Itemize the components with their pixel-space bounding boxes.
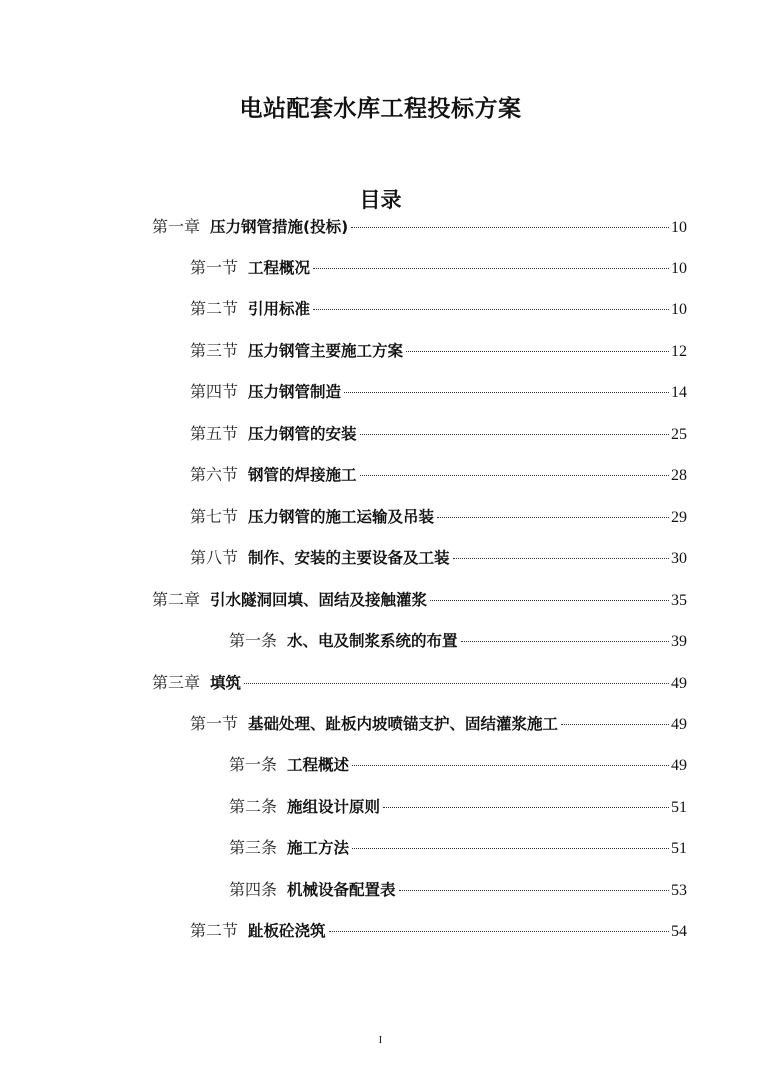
toc-leader-dots [329, 931, 669, 932]
toc-entry-ch1-section-5[interactable] [190, 420, 687, 448]
toc-leader-dots [461, 641, 669, 642]
page-number: I [378, 1034, 383, 1046]
toc-entry-ch2-article-1[interactable] [229, 627, 687, 655]
toc-entry-title: 趾板砼浇筑 [248, 922, 326, 940]
toc-entry-title: 压力钢管的安装 [248, 425, 357, 443]
toc-entry-ch1-section-1[interactable] [190, 254, 687, 282]
toc-entry-page: 53 [671, 882, 687, 899]
toc-entry-page: 25 [671, 426, 687, 443]
toc-entry-page: 35 [671, 592, 687, 609]
toc-leader-dots [360, 475, 669, 476]
toc-entry-number: 第一章 [152, 217, 201, 236]
toc-entry-page: 51 [671, 799, 687, 816]
toc-entry-number: 第一条 [229, 631, 278, 650]
toc-entry-ch1-section-2[interactable] [190, 295, 687, 323]
toc-leader-dots [352, 765, 669, 766]
toc-entry-page: 10 [671, 219, 687, 236]
toc-entry-page: 49 [671, 716, 687, 733]
toc-entry-ch3-s1-article-2[interactable] [229, 793, 687, 821]
toc-leader-dots [351, 227, 669, 228]
toc-leader-dots [244, 683, 669, 684]
toc-leader-dots [430, 600, 669, 601]
toc-entry-chapter-3[interactable] [152, 669, 687, 697]
toc-entry-ch3-section-2[interactable] [190, 917, 687, 945]
toc-entry-ch3-section-1[interactable] [190, 710, 687, 738]
toc-entry-title: 施组设计原则 [287, 798, 381, 816]
toc-leader-dots [406, 351, 669, 352]
toc-entry-ch1-section-3[interactable] [190, 337, 687, 365]
toc-leader-dots [561, 724, 669, 725]
toc-entry-title: 引用标准 [248, 300, 311, 318]
toc-entry-ch3-s1-article-1[interactable] [229, 751, 687, 779]
toc-entry-page: 14 [671, 384, 687, 401]
toc-entry-title: 钢管的焊接施工 [248, 466, 357, 484]
toc-entry-title: 施工方法 [287, 839, 350, 857]
toc-entry-number: 第三节 [190, 341, 239, 360]
toc-entry-number: 第二条 [229, 797, 278, 816]
toc-heading: 目录 [359, 188, 402, 212]
toc-entry-page: 29 [671, 509, 687, 526]
toc-entry-number: 第八节 [190, 548, 239, 567]
toc-entry-number: 第二节 [190, 299, 239, 318]
toc-entry-ch3-s1-article-4[interactable] [229, 876, 687, 904]
toc-entry-page: 10 [671, 260, 687, 277]
toc-entry-title: 水、电及制浆系统的布置 [287, 632, 458, 650]
toc-entry-number: 第四节 [190, 382, 239, 401]
toc-leader-dots [360, 434, 669, 435]
toc-entry-title: 基础处理、趾板内坡喷锚支护、固结灌浆施工 [248, 715, 559, 733]
toc-entry-number: 第一节 [190, 714, 239, 733]
toc-entry-title: 填筑 [210, 674, 242, 692]
toc-entry-number: 第三章 [152, 673, 201, 692]
toc-entry-chapter-1[interactable] [152, 213, 687, 241]
toc-entry-number: 第一节 [190, 258, 239, 277]
toc-leader-dots [453, 558, 669, 559]
toc-entry-ch3-s1-article-3[interactable] [229, 834, 687, 862]
toc-entry-ch1-section-7[interactable] [190, 503, 687, 531]
toc-entry-number: 第三条 [229, 838, 278, 857]
toc-entry-ch1-section-4[interactable] [190, 378, 687, 406]
toc-entry-title: 压力钢管的施工运输及吊装 [248, 508, 435, 526]
toc-entry-title: 工程概况 [248, 259, 311, 277]
toc-entry-title: 引水隧洞回填、固结及接触灌浆 [210, 591, 428, 609]
toc-entry-chapter-2[interactable] [152, 586, 687, 614]
toc-entry-page: 49 [671, 757, 687, 774]
toc-entry-page: 10 [671, 301, 687, 318]
toc-entry-number: 第四条 [229, 880, 278, 899]
toc-entry-page: 30 [671, 550, 687, 567]
toc-entry-number: 第一条 [229, 755, 278, 774]
toc-entry-title: 制作、安装的主要设备及工装 [248, 549, 450, 567]
toc-entry-page: 12 [671, 343, 687, 360]
toc-leader-dots [437, 517, 669, 518]
toc-entry-page: 39 [671, 633, 687, 650]
toc-leader-dots [352, 848, 669, 849]
toc-entry-page: 51 [671, 840, 687, 857]
toc-entry-number: 第七节 [190, 507, 239, 526]
toc-entry-ch1-section-6[interactable] [190, 461, 687, 489]
toc-entry-ch1-section-8[interactable] [190, 544, 687, 572]
toc-entry-page: 49 [671, 675, 687, 692]
toc-leader-dots [383, 807, 669, 808]
toc-entry-title: 压力钢管主要施工方案 [248, 342, 404, 360]
toc-leader-dots [313, 268, 669, 269]
toc-entry-number: 第二章 [152, 590, 201, 609]
toc-entry-number: 第六节 [190, 465, 239, 484]
toc-leader-dots [344, 392, 669, 393]
toc-entry-title: 工程概述 [287, 756, 350, 774]
toc-entry-number: 第五节 [190, 424, 239, 443]
toc-entry-page: 28 [671, 467, 687, 484]
toc-leader-dots [399, 890, 669, 891]
toc-entry-title: 压力钢管制造 [248, 383, 342, 401]
toc-entry-title: 压力钢管措施(投标) [210, 218, 349, 236]
toc-entry-number: 第二节 [190, 921, 239, 940]
toc-leader-dots [313, 309, 669, 310]
toc-entry-title: 机械设备配置表 [287, 881, 396, 899]
toc-entry-page: 54 [671, 923, 687, 940]
document-title: 电站配套水库工程投标方案 [239, 96, 522, 122]
